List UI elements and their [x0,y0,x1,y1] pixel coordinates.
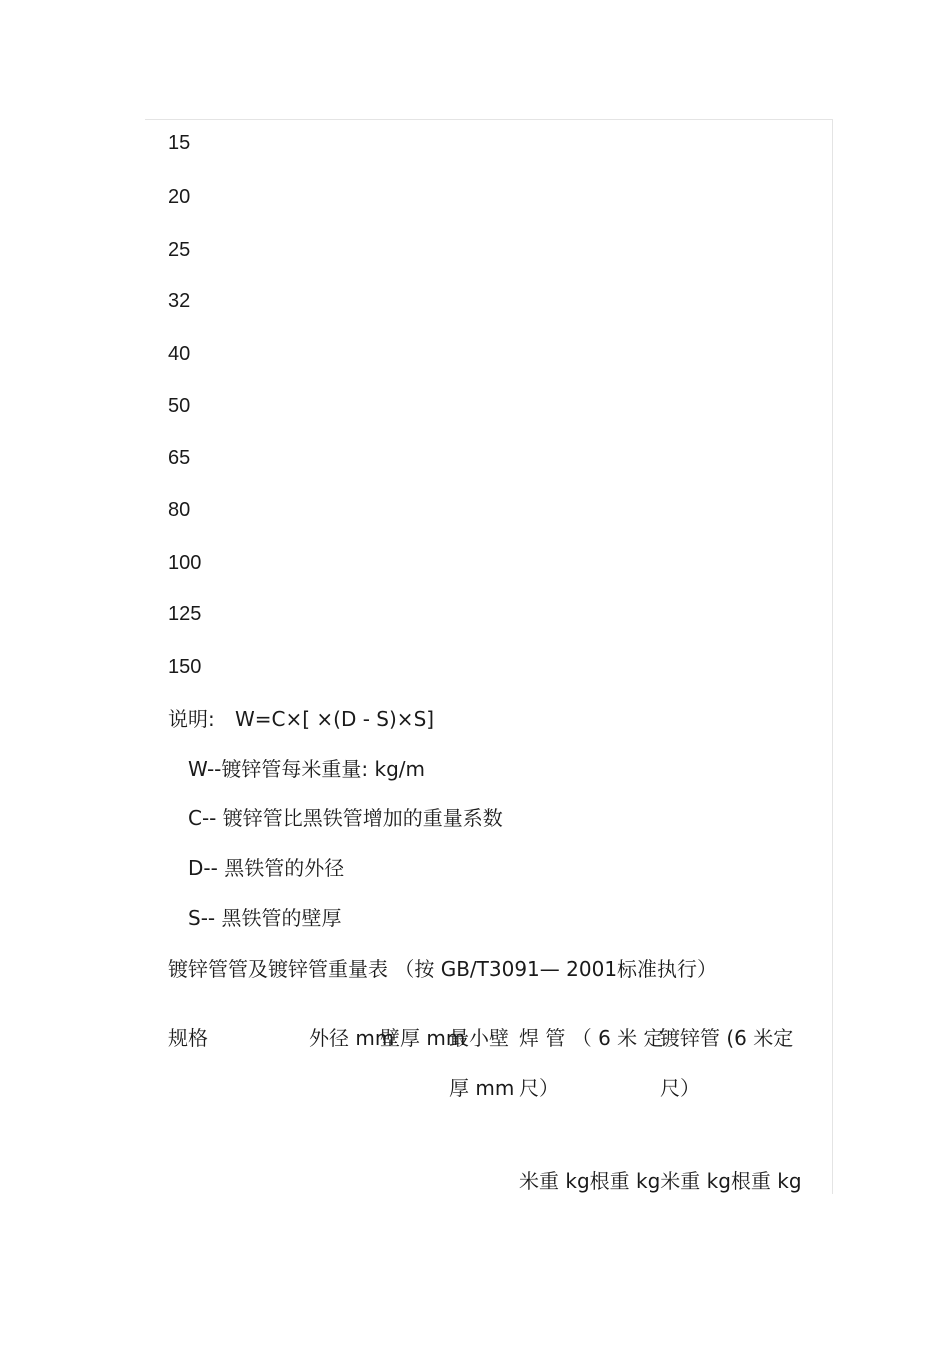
note-line: C-- 镀锌管比黑铁管增加的重量系数 [188,806,503,830]
header-min-wall-cont: 厚 mm [449,1076,515,1100]
size-item: 125 [168,603,202,625]
table-title: 镀锌管管及镀锌管重量表 （按 GB/T3091— 2001标准执行） [168,957,718,981]
note-line: W--镀锌管每米重量: kg/m [188,757,425,781]
note-line: D-- 黑铁管的外径 [188,856,345,880]
header-wall: 壁厚 mm [380,1026,466,1050]
note-line: S-- 黑铁管的壁厚 [188,906,342,930]
header-min-wall: 最小壁 [449,1026,509,1050]
header-spec: 规格 [168,1026,208,1050]
size-item: 80 [168,499,191,521]
size-item: 50 [168,395,191,417]
size-item: 150 [168,656,202,678]
size-item: 65 [168,447,191,469]
size-item: 20 [168,186,191,208]
header-sub-columns: 米重 kg根重 kg米重 kg根重 kg [519,1169,802,1193]
size-item: 15 [168,132,191,154]
note-label: 说明: [168,707,215,731]
formula: W=C×[ ×(D - S)×S] [235,707,435,731]
header-galvanized: 镀锌管 (6 米定 [660,1026,794,1050]
header-welded: 焊 管 （ 6 米 定 [519,1026,664,1050]
header-outer-diameter: 外径 mm [309,1026,395,1050]
header-galvanized-cont: 尺） [660,1076,700,1100]
size-item: 100 [168,552,202,574]
header-welded-cont: 尺） [519,1076,559,1100]
size-item: 40 [168,343,191,365]
size-item: 32 [168,290,191,312]
size-item: 25 [168,239,191,261]
